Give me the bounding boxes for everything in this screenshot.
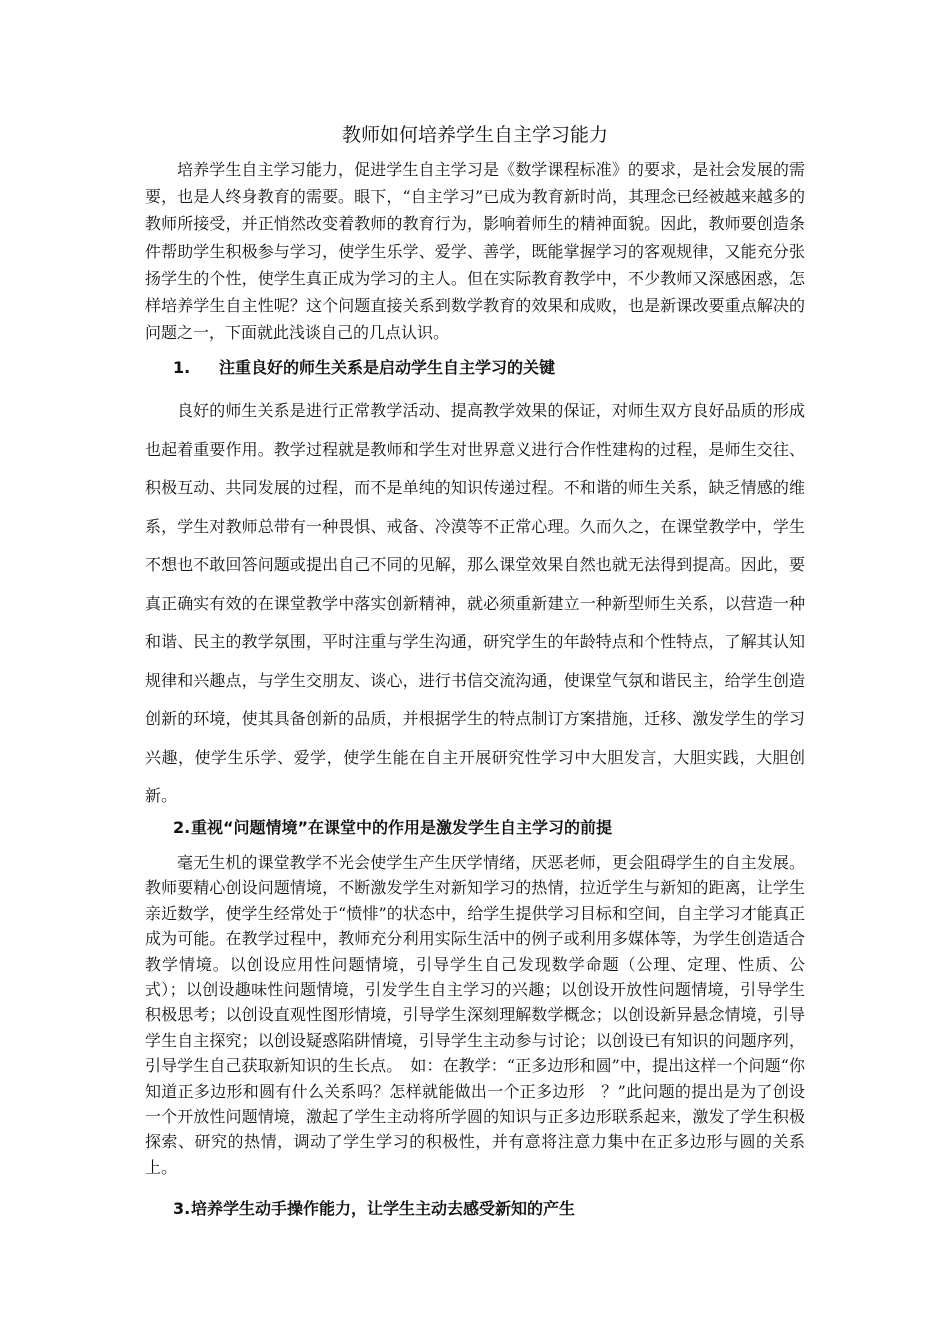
section-2-title: 重视“问题情境”在课堂中的作用是激发学生自主学习的前提 bbox=[191, 818, 613, 837]
section-2-number: 2. bbox=[173, 818, 191, 837]
section-3-title: 培养学生动手操作能力，让学生主动去感受新知的产生 bbox=[191, 1199, 576, 1218]
section-1-title: 注重良好的师生关系是启动学生自主学习的关键 bbox=[219, 358, 556, 377]
intro-paragraph: 培养学生自主学习能力，促进学生自主学习是《数学课程标准》的要求，是社会发展的需要，也是人终身教育的需要。眼下，“自主学习”已成为教育新时尚，其理念已经被越来越多的教师所接受，并正悄然改变着教师的教育行为，影响着师生的精神面貌。因此，教师要创造条件帮助学生积极参与学习，使学生乐学、爱学、善学，既能掌握学习的客观规律，又能充分张扬学生的个性，使学生真正成为学习的主人。但在实际教育教学中，不少教师又深感困惑，怎样培养学生自主性呢？这个问题直接关系到数学教育的效果和成败，也是新课改要重点解决的问题之一，下面就此浅谈自己的几点认识。 bbox=[145, 160, 805, 343]
section-2-paragraph: 毫无生机的课堂教学不光会使学生产生厌学情绪，厌恶老师，更会阻碍学生的自主发展。教师要精心创设问题情境，不断激发学生对新知学习的热情，拉近学生与新知的距离，让学生亲近数学，使学生经常处于“愤悱”的状态中，给学生提供学习目标和空间，自主学习才能真正成为可能。在教学过程中，教师充分利用实际生活中的例子或利用多媒体等，为学生创造适合教学情境。以创设应用性问题情境，引导学生自己发现数学命题（公理、定理、性质、公式）；以创设趣味性问题情境，引发学生自主学习的兴趣；以创设开放性问题情境，引导学生积极思考；以创设直观性图形情境，引导学生深刻理解数学概念；以创设新异悬念情境，引导学生自主探究；以创设疑惑陷阱情境，引导学生主动参与讨论；以创设已有知识的问题序列，引导学生自己获取新知识的生长点。 如：在教学：“正多边形和圆”中，提出这样一个问题“你知道正多边形和圆有什么关系吗？怎样就能做出一个正多边形 ？”此问题的提出是为了创设一个开放性问题情境，激起了学生主动将所学圆的知识与正多边形联系起来，激发了学生积极探索、研究的热情，调动了学生学习的积极性，并有意将注意力集中在正多边形与圆的关系上。 bbox=[145, 853, 805, 1177]
section-3-heading bbox=[173, 1197, 813, 1221]
section-1-number: 1. bbox=[173, 358, 191, 377]
section-2-heading bbox=[173, 816, 813, 840]
section-1-paragraph: 良好的师生关系是进行正常教学活动、提高教学效果的保证，对师生双方良好品质的形成也起着重要作用。教学过程就是教师和学生对世界意义进行合作性建构的过程，是师生交往、积极互动、共同发展的过程，而不是单纯的知识传递过程。不和谐的师生关系，缺乏情感的维系，学生对教师总带有一种畏惧、戒备、冷漠等不正常心理。久而久之，在课堂教学中，学生不想也不敢回答问题或提出自己不同的见解，那么课堂效果自然也就无法得到提高。因此，要真正确实有效的在课堂教学中落实创新精神，就必须重新建立一种新型师生关系，以营造一种和谐、民主的教学氛围，平时注重与学生沟通，研究学生的年龄特点和个性特点，了解其认知规律和兴趣点，与学生交朋友、谈心，进行书信交流沟通，使课堂气氛和谐民主，给学生创造创新的环境，使其具备创新的品质，并根据学生的特点制订方案措施，迁移、激发学生的学习兴趣，使学生乐学、爱学，使学生能在自主开展研究性学习中大胆发言，大胆实践，大胆创新。 bbox=[145, 401, 805, 805]
section-1-heading bbox=[173, 356, 813, 380]
document-title: 教师如何培养学生自主学习能力 bbox=[341, 124, 608, 146]
section-3-number: 3. bbox=[173, 1199, 191, 1218]
